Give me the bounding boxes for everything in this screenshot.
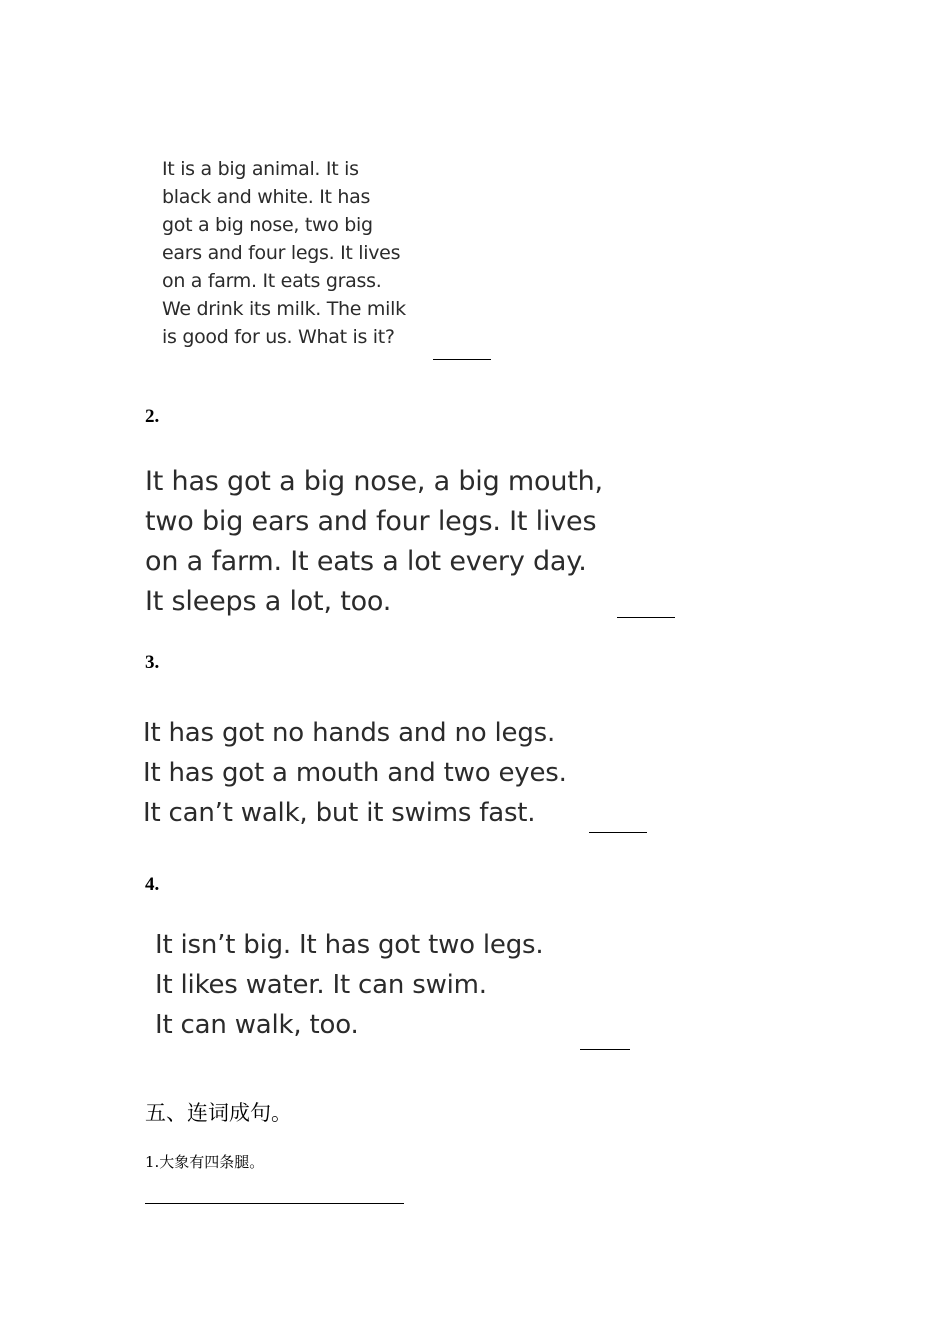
question-number-2: 2. bbox=[145, 406, 160, 427]
answer-line-q1[interactable] bbox=[145, 1203, 404, 1204]
answer-blank-4[interactable] bbox=[580, 1049, 630, 1050]
riddle-line: ears and four legs. It lives bbox=[162, 242, 401, 264]
riddle-line: It has got a big nose, a big mouth, bbox=[145, 466, 603, 497]
answer-blank-1[interactable] bbox=[433, 359, 491, 360]
riddle-1-text bbox=[162, 155, 406, 351]
question-1-prompt: 1.大象有四条腿。 bbox=[145, 1153, 265, 1171]
question-number-4: 4. bbox=[145, 874, 160, 895]
riddle-line: It can walk, too. bbox=[155, 1010, 359, 1040]
riddle-line: We drink its milk. The milk bbox=[162, 298, 406, 320]
riddle-line: It has got a mouth and two eyes. bbox=[143, 758, 567, 788]
riddle-4-text bbox=[155, 925, 543, 1045]
riddle-line: It can’t walk, but it swims fast. bbox=[143, 798, 536, 828]
riddle-3-text bbox=[143, 713, 567, 833]
answer-blank-3[interactable] bbox=[589, 832, 647, 833]
riddle-line: on a farm. It eats a lot every day. bbox=[145, 546, 587, 577]
answer-blank-2[interactable] bbox=[617, 617, 675, 618]
riddle-line: two big ears and four legs. It lives bbox=[145, 506, 597, 537]
section-title: 五、连词成句。 bbox=[145, 1101, 292, 1125]
riddle-line: is good for us. What is it? bbox=[162, 326, 395, 348]
question-number-3: 3. bbox=[145, 652, 160, 673]
riddle-line: on a farm. It eats grass. bbox=[162, 270, 382, 292]
riddle-line: It likes water. It can swim. bbox=[155, 970, 487, 1000]
riddle-line: It has got no hands and no legs. bbox=[143, 718, 556, 748]
riddle-line: got a big nose, two big bbox=[162, 214, 373, 236]
riddle-line: It isn’t big. It has got two legs. bbox=[155, 930, 544, 960]
riddle-line: black and white. It has bbox=[162, 186, 371, 208]
riddle-2-text bbox=[145, 462, 603, 622]
riddle-line: It is a big animal. It is bbox=[162, 158, 359, 180]
riddle-line: It sleeps a lot, too. bbox=[145, 586, 392, 617]
